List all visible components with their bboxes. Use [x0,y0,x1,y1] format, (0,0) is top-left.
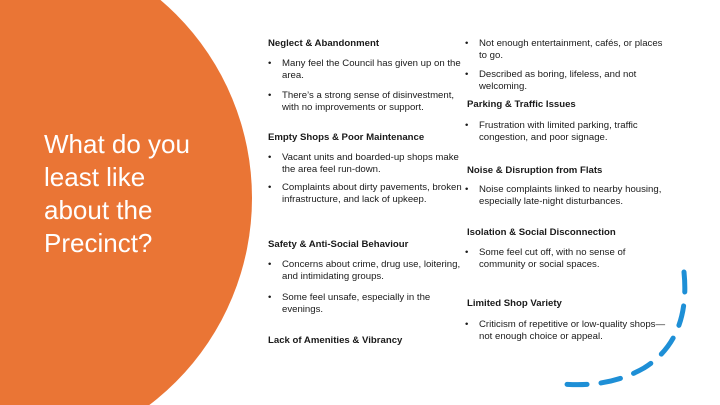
bullet-item [268,182,464,206]
bullet-glyph: • [465,38,469,49]
bullet-text: Concerns about crime, drug use, loitering, and intimidating groups. [282,259,461,282]
bullet-text: Frustration with limited parking, traffic congestion, and poor signage. [479,120,638,143]
section-heading-shop-variety: Limited Shop Variety [467,298,562,309]
bullet-text: Complaints about dirty pavements, broken infrastructure, and lack of upkeep. [282,182,462,205]
bullet-text: Vacant units and boarded-up shops make the area feel run-down. [282,152,459,175]
bullet-glyph: • [268,182,272,193]
bullet-item [465,69,670,93]
bullet-glyph: • [268,259,272,270]
bullet-text: Criticism of repetitive or low-quality shops—not enough choice or appeal. [479,319,666,342]
section-heading-safety: Safety & Anti-Social Behaviour [268,239,409,250]
section-heading-neglect: Neglect & Abandonment [268,38,380,49]
dashed-arc-decoration [560,262,720,405]
bullet-text: Noise complaints linked to nearby housing, especially late-night disturbances. [479,184,662,207]
bullet-glyph: • [268,90,272,101]
bullet-glyph: • [465,319,469,330]
bullet-glyph: • [465,120,469,131]
bullet-text: Some feel cut off, with no sense of community or social spaces. [479,247,626,270]
bullet-glyph: • [465,247,469,258]
bullet-text: Not enough entertainment, cafés, or places to go. [479,38,663,61]
bullet-glyph: • [268,152,272,163]
bullet-text: There’s a strong sense of disinvestment, with no improvements or support. [282,90,455,113]
bullet-text: Many feel the Council has given up on the area. [282,58,461,81]
section-heading-noise: Noise & Disruption from Flats [467,165,603,176]
title-line: Precinct? [44,228,153,258]
slide-title [44,128,244,260]
title-line: least like [44,162,146,192]
bullet-glyph: • [465,184,469,195]
bullet-item [465,38,670,62]
bullet-item [268,259,464,283]
section-heading-isolation: Isolation & Social Disconnection [467,227,616,238]
bullet-item [268,90,468,114]
bullet-glyph: • [268,58,272,69]
bullet-glyph: • [465,69,469,80]
bullet-glyph: • [268,292,272,303]
bullet-text: Some feel unsafe, especially in the evenings. [282,292,431,315]
title-line: about the [44,195,153,225]
bullet-item [465,120,675,144]
section-heading-empty-shops: Empty Shops & Poor Maintenance [268,132,425,143]
section-heading-parking: Parking & Traffic Issues [467,99,576,110]
bullet-item [268,292,468,316]
title-line: What do you [44,129,190,159]
section-heading-amenities: Lack of Amenities & Vibrancy [268,335,403,346]
bullet-item [268,152,464,176]
bullet-item [268,58,468,82]
bullet-text: Described as boring, lifeless, and not welcoming. [479,69,637,92]
bullet-item [465,184,665,208]
